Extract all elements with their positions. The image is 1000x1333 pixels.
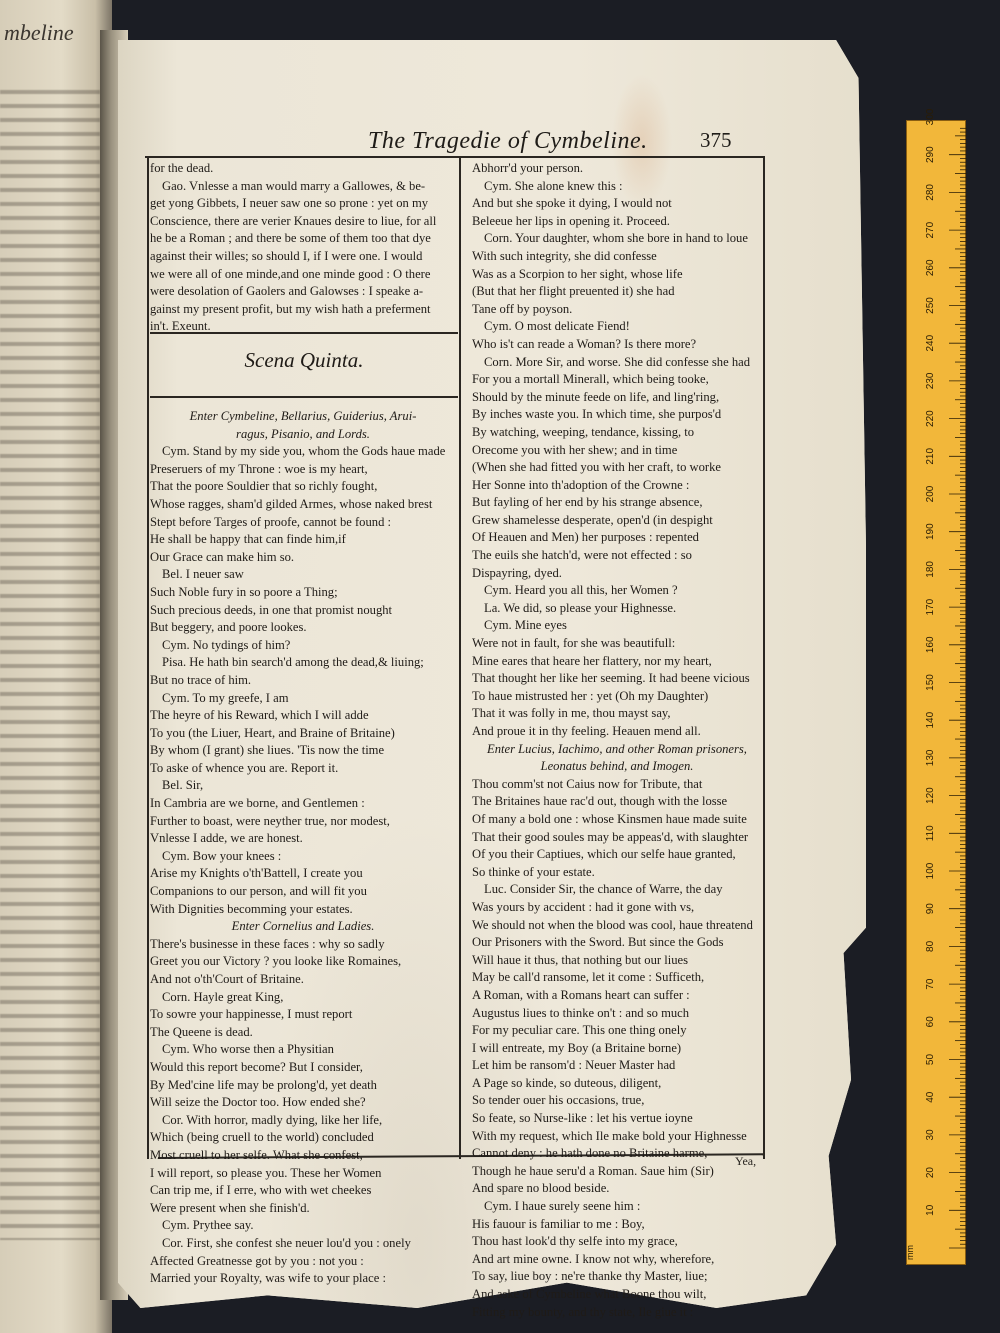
text-line: But no trace of him. — [150, 672, 252, 687]
ruler-label: 290 — [925, 146, 936, 164]
text-line: To aske of whence you are. Report it. — [150, 760, 339, 775]
text-line: Will haue it thus, that nothing but our liues — [472, 952, 689, 967]
ruler-label: 30 — [925, 1129, 936, 1141]
ruler-label: 270 — [925, 221, 936, 239]
ruler-label: 50 — [925, 1053, 936, 1066]
text-line: Cor. With horror, madly dying, like her life, — [162, 1112, 383, 1127]
text-line: So thinke of your estate. — [472, 864, 595, 879]
catchword: Yea, — [735, 1154, 757, 1168]
text-line: So tender ouer his occasions, true, — [472, 1093, 645, 1108]
text-line: But fayling of her end by his strange absence, — [472, 495, 703, 510]
text-line: Cym. No tydings of him? — [162, 637, 291, 652]
text-line: Luc. Consider Sir, the chance of Warre, the day — [484, 882, 723, 897]
text-line: Beleeue her lips in opening it. Proceed. — [472, 213, 670, 228]
text-line: Were not in fault, for she was beautifull: — [472, 636, 676, 651]
ruler-label: 40 — [925, 1091, 936, 1103]
ruler-label: 220 — [925, 410, 936, 427]
text-line: The euils she hatch'd, were not effected : so — [472, 548, 692, 563]
text-line: Grew shamelesse desperate, open'd (in despight — [472, 512, 713, 527]
text-line: (But that her flight preuented it) she had — [472, 284, 675, 299]
ruler-scale — [907, 108, 967, 1266]
ruler-label: 160 — [925, 636, 936, 654]
text-line: And art mine owne. I know not why, wherefore, — [472, 1251, 715, 1266]
text-line: Vnlesse I adde, we are honest. — [150, 831, 303, 846]
left-facing-page — [0, 0, 112, 1333]
text-line: By watching, weeping, tendance, kissing, to — [472, 424, 695, 439]
text-line: Cym. To my greefe, I am — [162, 690, 289, 705]
text-line: Who is't can reade a Woman? Is there more? — [472, 336, 697, 351]
text-line: we were all of one minde,and one minde good : O there — [150, 266, 431, 281]
text-line: For my peculiar care. This one thing onely — [472, 1023, 687, 1038]
ruler-label: 100 — [925, 862, 936, 880]
text-line: A Page so kinde, so duteous, diligent, — [472, 1075, 662, 1090]
text-line: Married your Royalty, was wife to your place : — [150, 1271, 386, 1286]
text-line: Cym. Bow your knees : — [162, 848, 282, 863]
text-line: Of Heauen and Men) her purposes : repented — [472, 530, 699, 545]
right-frame-rule — [763, 156, 765, 1159]
text-line: Corn. More Sir, and worse. She did confesse she had — [484, 354, 751, 369]
text-line: Our Prisoners with the Sword. But since the Gods — [472, 935, 724, 950]
text-line: Was as a Scorpion to her sight, whose life — [472, 266, 683, 281]
text-line: Corn. Your daughter, whom she bore in hand to loue — [484, 231, 748, 246]
text-line: Abhorr'd your person. — [472, 161, 584, 175]
ruler-unit-label: mm — [905, 1245, 915, 1260]
text-line: Greet you our Victory ? you looke like Romaines, — [150, 954, 402, 969]
text-line: Of many a bold one : whose Kinsmen haue made suite — [472, 811, 747, 826]
ruler-label: 120 — [925, 787, 936, 804]
text-line: Cym. Prythee say. — [162, 1218, 254, 1233]
column-divider-rule — [459, 156, 461, 1159]
ruler-label: 240 — [925, 334, 936, 352]
ruler-label: 60 — [925, 1016, 936, 1028]
text-line: Conscience, there are verier Knaues desire to liue, for all — [150, 213, 437, 228]
text-line: To sowre your happinesse, I must report — [150, 1007, 353, 1022]
text-line: in't. Exeunt. — [150, 319, 211, 334]
ruler-label: 170 — [925, 598, 936, 616]
text-line: La. We did, so please your Highnesse. — [484, 600, 677, 615]
text-line: Though he haue seru'd a Roman. Saue him (Sir) — [472, 1163, 714, 1178]
text-line: I will entreate, my Boy (a Britaine borne) — [472, 1040, 682, 1055]
text-line: Would this report become? But I consider, — [150, 1059, 363, 1074]
text-line: By whom (I grant) she liues. 'Tis now the time — [150, 743, 385, 758]
text-line: (When she had fitted you with her craft, to worke — [472, 460, 721, 475]
left-page-header-fragment: mbeline — [4, 20, 74, 45]
ruler-label: 200 — [925, 485, 936, 503]
text-line: A Roman, with a Romans heart can suffer : — [472, 987, 690, 1002]
ruler-label: 80 — [925, 940, 936, 952]
text-line: Tane off by poyson. — [472, 301, 573, 316]
text-line: Cym. Mine eyes — [484, 618, 567, 633]
ruler-label: 90 — [925, 903, 936, 915]
text-line: And proue it in thy feeling. Heauen mend all. — [472, 724, 701, 738]
text-line: The Britaines haue rac'd out, though with the losse — [472, 794, 728, 809]
text-line: Were present when she finish'd. — [150, 1200, 310, 1215]
text-line: Enter Lucius, Iachimo, and other Roman prisoners, — [487, 741, 747, 756]
text-line: Her Sonne into th'adoption of the Crowne : — [472, 477, 690, 492]
ruler-label: 210 — [925, 447, 936, 465]
text-line: Fitting my bounty, and thy state, Ile giue it : — [472, 1304, 694, 1319]
text-line: Thou comm'st not Caius now for Tribute, that — [472, 776, 703, 791]
text-line: Cym. Heard you all this, her Women ? — [484, 583, 678, 598]
text-line: The Queene is dead. — [150, 1024, 253, 1039]
right-text-column — [472, 160, 762, 1321]
text-line: Our Grace can make him so. — [150, 549, 295, 564]
text-line: Leonatus behind, and Imogen. — [540, 759, 694, 774]
text-line: And aske of Cymbeline what Boone thou wilt, — [472, 1287, 707, 1301]
text-line: Cym. Who worse then a Physitian — [162, 1042, 334, 1057]
text-line: Augustus liues to thinke on't : and so much — [472, 1005, 690, 1020]
scene-heading: Scena Quinta. — [244, 348, 364, 372]
text-line: he be a Roman ; and there be some of them too that dye — [150, 231, 431, 246]
text-line: Mine eares that heare her flattery, nor my heart, — [472, 653, 712, 668]
text-line: Cym. She alone knew this : — [484, 178, 623, 193]
text-line: Gao. Vnlesse a man would marry a Gallowes, & be- — [162, 178, 426, 193]
measurement-ruler — [905, 108, 966, 1265]
text-line: And not o'th'Court of Britaine. — [150, 972, 304, 986]
text-line: The heyre of his Reward, which I will adde — [150, 708, 369, 723]
text-line: Dispayring, dyed. — [472, 565, 562, 580]
text-line: To haue mistrusted her : yet (Oh my Daughter) — [472, 688, 709, 703]
text-line: By inches waste you. In which time, she purpos'd — [472, 407, 722, 422]
left-text-column — [150, 160, 456, 336]
text-line: That their good soules may be appeas'd, with slaughter — [472, 829, 749, 844]
text-line: And but she spoke it dying, I would not — [472, 196, 672, 211]
text-line: Enter Cymbeline, Bellarius, Guiderius, Arui- — [189, 409, 417, 423]
text-line: Corn. Hayle great King, — [162, 989, 284, 1004]
text-line: For you a mortall Minerall, which being tooke, — [472, 372, 709, 387]
running-title: The Tragedie of Cymbeline. — [368, 128, 648, 154]
text-line: Bel. I neuer saw — [162, 567, 244, 582]
text-line: Companions to our person, and will fit you — [150, 884, 367, 899]
text-line: With such integrity, she did confesse — [472, 248, 657, 263]
text-line: His fauour is familiar to me : Boy, — [472, 1216, 645, 1231]
left-column-prose — [150, 160, 456, 336]
text-line: To you (the Liuer, Heart, and Braine of Britaine) — [150, 725, 395, 740]
left-frame-rule — [147, 156, 149, 1159]
text-line: To say, liue boy : ne're thanke thy Master, liue; — [472, 1269, 708, 1284]
text-line: That it was folly in me, thou mayst say, — [472, 706, 671, 721]
ruler-label: 280 — [925, 184, 936, 201]
ruler-label: 110 — [925, 825, 936, 842]
text-line: Should by the minute feede on life, and ling'ring, — [472, 389, 720, 404]
text-line: We should not when the blood was cool, haue threatend — [472, 917, 753, 932]
scene-heading-rule-bottom — [150, 396, 458, 398]
ruler-label: 250 — [925, 297, 936, 314]
text-line: Of you their Captiues, which our selfe haue granted, — [472, 847, 736, 862]
ruler-label: 20 — [925, 1167, 936, 1179]
text-line: I will report, so please you. These her Women — [150, 1165, 382, 1180]
text-line: Cym. O most delicate Fiend! — [484, 319, 630, 334]
text-line: And spare no blood beside. — [472, 1181, 610, 1196]
text-line: Stept before Targes of proofe, cannot be found : — [150, 514, 392, 529]
header-rule — [145, 156, 765, 158]
text-line: ragus, Pisanio, and Lords. — [236, 426, 370, 441]
text-line: Such Noble fury in so poore a Thing; — [150, 584, 338, 599]
text-line: By Med'cine life may be prolong'd, yet death — [150, 1077, 377, 1092]
text-line: Such precious deeds, in one that promist nought — [150, 602, 393, 617]
text-line: gainst my present profit, but my wish hath a preferment — [150, 301, 431, 316]
text-line: Affected Greatnesse got by you : not you : — [150, 1253, 364, 1268]
text-line: May be call'd ransome, let it come : Sufficeth, — [472, 970, 705, 985]
ruler-label: 140 — [925, 711, 936, 729]
text-line: for the dead. — [150, 161, 214, 175]
text-line: With my request, which Ile make bold your Highnesse — [472, 1128, 747, 1143]
ruler-label: 10 — [925, 1204, 936, 1216]
left-text-column-scene — [150, 408, 456, 1288]
text-line: get yong Gibbets, I neuer saw one so prone : yet on my — [150, 196, 429, 211]
ruler-label: 130 — [925, 749, 936, 767]
text-line: Pisa. He hath bin search'd among the dead,& liuing; — [162, 655, 424, 670]
ruler-label: 260 — [925, 259, 936, 277]
text-line: Orecome you with her shew; and in time — [472, 442, 678, 457]
text-line: Cym. Stand by my side you, whom the Gods haue made — [162, 444, 446, 459]
text-line: Enter Cornelius and Ladies. — [231, 919, 375, 934]
page-number: 375 — [700, 128, 732, 152]
text-line: Whose ragges, sham'd gilded Armes, whose naked brest — [150, 496, 433, 511]
text-line: He shall be happy that can finde him,if — [150, 532, 346, 547]
left-page-text-blur — [0, 90, 100, 1240]
ruler-label: 150 — [925, 674, 936, 691]
text-line: In Cambria are we borne, and Gentlemen : — [150, 796, 365, 811]
ruler-label: 300 — [925, 108, 936, 126]
text-line: Thou hast look'd thy selfe into my grace, — [472, 1234, 678, 1249]
ruler-label: 180 — [925, 561, 936, 578]
text-line: Cannot deny : he hath done no Britaine harme, — [472, 1146, 708, 1161]
text-line: were desolation of Gaolers and Galowses : I speake a- — [150, 284, 424, 299]
text-line: Which (being cruell to the world) concluded — [150, 1130, 374, 1145]
text-line: There's businesse in these faces : why so sadly — [150, 936, 385, 951]
text-line: But beggery, and poore lookes. — [150, 620, 307, 635]
text-line: Preseruers of my Throne : woe is my heart, — [150, 461, 368, 476]
text-line: Was yours by accident : had it gone with vs, — [472, 899, 695, 914]
text-line: With Dignities becomming your estates. — [150, 901, 353, 916]
text-line: Will seize the Doctor too. How ended she? — [150, 1095, 366, 1110]
text-line: Cor. First, she confest she neuer lou'd you : onely — [162, 1235, 411, 1250]
text-line: Further to boast, were neyther true, nor modest, — [150, 813, 390, 828]
ruler-label: 70 — [925, 978, 936, 990]
text-line: That thought her like her seeming. It had beene vicious — [472, 671, 750, 686]
ruler-label: 230 — [925, 372, 936, 390]
text-line: Arise my Knights o'th'Battell, I create you — [150, 866, 363, 881]
text-line: Most cruell to her selfe. What she confest, — [150, 1147, 363, 1162]
text-line: So feate, so Nurse-like : let his vertue ioyne — [472, 1111, 693, 1126]
text-line: against their willes; so should I, if I were one. I would — [150, 248, 423, 263]
text-line: Let him be ransom'd : Neuer Master had — [472, 1058, 676, 1073]
text-line: Bel. Sir, — [162, 778, 204, 793]
ruler-label: 190 — [925, 523, 936, 541]
text-line: Cym. I haue surely seene him : — [484, 1199, 641, 1214]
text-line: That the poore Souldier that so richly fought, — [150, 479, 378, 494]
text-line: Can trip me, if I erre, who with wet cheekes — [150, 1183, 372, 1198]
